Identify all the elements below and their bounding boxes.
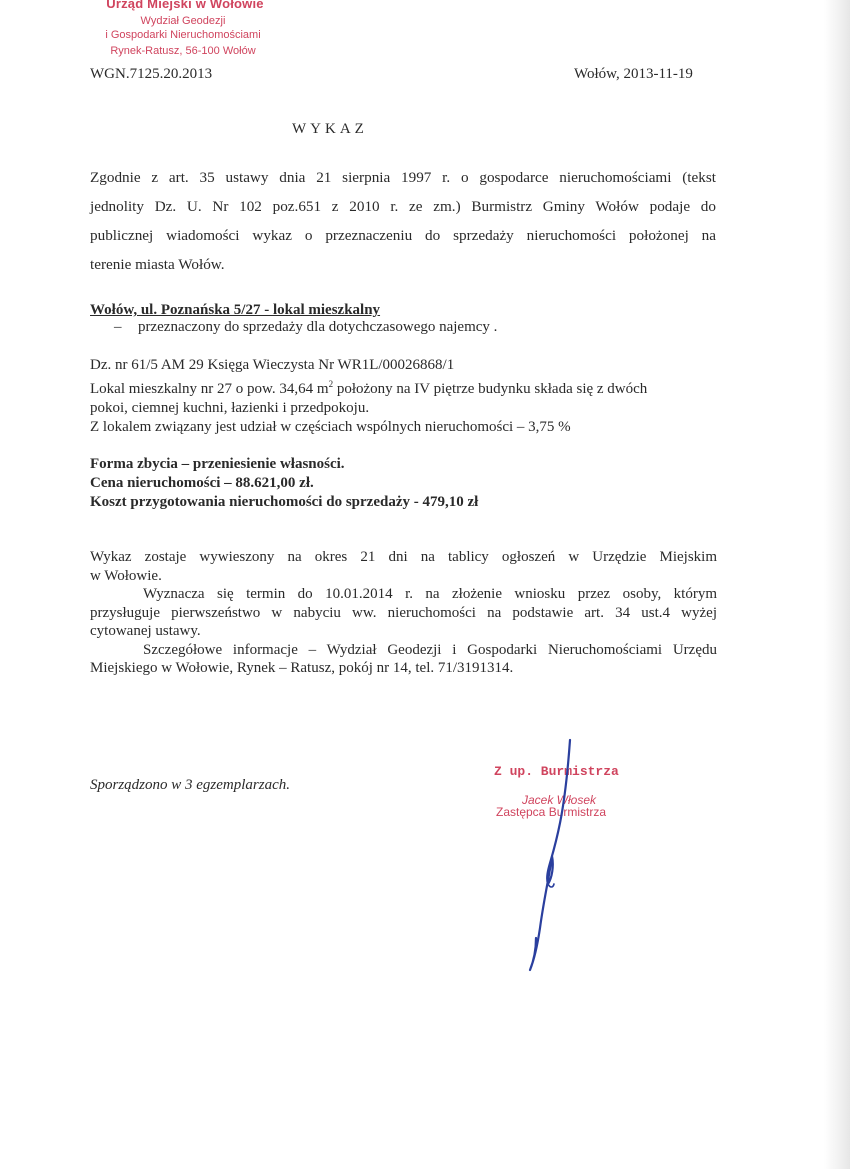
signature-stamp-role: Zastępca Burmistrza	[496, 805, 607, 819]
notice-line: cytowanej ustawy.	[90, 623, 201, 639]
notice-line: Miejskiego w Wołowie, Rynek – Ratusz, pokój nr 14, tel. 71/3191314.	[90, 660, 514, 676]
notice-line: w Wołowie.	[90, 567, 162, 584]
reference-number: WGN.7125.20.2013	[90, 66, 213, 82]
signature-stamp-authority: Z up. Burmistrza	[494, 764, 619, 779]
sale-form: Forma zbycia – przeniesienie własności.	[90, 456, 345, 472]
area-text-continued: położony na IV piętrze budynku składa się z dwóch	[333, 381, 648, 397]
property-price: Cena nieruchomości – 88.621,00 zł.	[90, 475, 314, 491]
sale-terms	[90, 455, 478, 512]
page-edge-shadow	[824, 0, 850, 1169]
property-details	[90, 356, 718, 437]
notice-paragraphs	[90, 548, 717, 678]
area-unit-superscript: 2	[328, 379, 334, 389]
stamp-line-department: Wydział Geodezji	[140, 15, 226, 27]
notice-line: Wykaz zostaje wywieszony na okres 21 dni na tablicy ogłoszeń w Urzędzie Miejskim	[90, 549, 717, 565]
document-title: WYKAZ	[292, 121, 368, 137]
dash-bullet: –	[114, 319, 122, 335]
copies-note: Sporządzono w 3 egzemplarzach.	[90, 777, 291, 793]
signature-stamp-name: Jacek Włosek	[522, 793, 597, 807]
property-purpose: przeznaczony do sprzedaży dla dotychczasowego najemcy .	[138, 319, 498, 335]
intro-line: publicznej wiadomości wykaz o przeznaczeniu do sprzedaży nieruchomości położonej na	[90, 227, 716, 244]
stamp-line-address: Rynek-Ratusz, 56-100 Wołów	[110, 45, 256, 57]
share-line: Z lokalem związany jest udział w częściach wspólnych nieruchomości – 3,75 %	[90, 419, 571, 435]
stamp-line-department-2: i Gospodarki Nieruchomościami	[105, 29, 261, 41]
rooms-line: pokoi, ciemnej kuchni, łazienki i przedpokoju.	[90, 400, 370, 416]
property-purpose-item	[114, 319, 497, 336]
area-text: Lokal mieszkalny nr 27 o pow. 34,64 m	[90, 381, 329, 397]
document-date: Wołów, 2013-11-19	[574, 66, 693, 82]
intro-line: terenie miasta Wołów.	[90, 256, 225, 273]
area-line	[90, 375, 718, 399]
stamp-line-office: Urząd Miejski w Wołowie	[106, 0, 264, 11]
handwritten-signature	[510, 738, 580, 978]
intro-line: jednolity Dz. U. Nr 102 poz.651 z 2010 r. ze zm.) Burmistrz Gminy Wołów podaje do	[90, 198, 716, 215]
preparation-cost: Koszt przygotowania nieruchomości do sprzedaży - 479,10 zł	[90, 494, 479, 510]
notice-line: Wyznacza się termin do 10.01.2014 r. na złożenie wniosku przez osoby, którym	[143, 586, 717, 602]
land-registry-line: Dz. nr 61/5 AM 29 Księga Wieczysta Nr WR1L/00026868/1	[90, 357, 455, 373]
intro-paragraph	[90, 163, 716, 279]
notice-line: Szczegółowe informacje – Wydział Geodezji i Gospodarki Nieruchomościami Urzędu	[143, 641, 717, 658]
notice-line: przysługuje pierwszeństwo w nabyciu ww. nieruchomości na podstawie art. 34 ust.4 wyżej	[90, 604, 717, 621]
property-heading: Wołów, ul. Poznańska 5/27 - lokal mieszkalny	[90, 302, 381, 318]
intro-line: Zgodnie z art. 35 ustawy dnia 21 sierpnia 1997 r. o gospodarce nieruchomościami (tekst	[90, 169, 716, 186]
